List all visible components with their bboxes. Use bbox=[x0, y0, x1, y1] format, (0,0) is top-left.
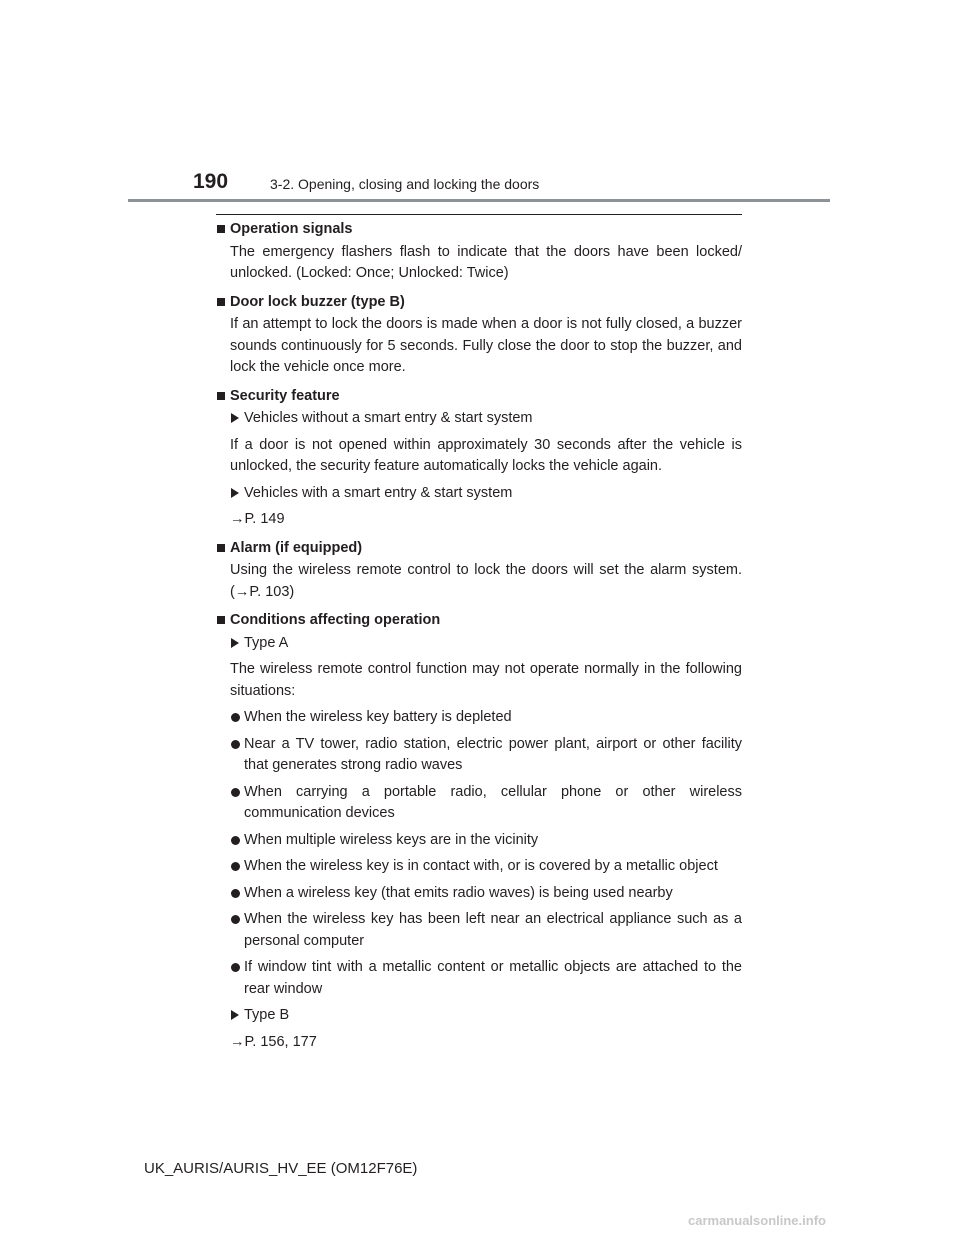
subheading-text: Type A bbox=[244, 634, 289, 651]
heading-text: Conditions affecting operation bbox=[230, 612, 441, 628]
body-text: If a door is not opened within approximately 30 seconds after the vehicle is unlocked, the security feature automatically locks the vehicle again. bbox=[230, 436, 742, 474]
list-item: When the wireless key is in contact with, or is covered by a metallic object bbox=[216, 856, 742, 878]
subheading bbox=[216, 483, 742, 505]
list-item: If window tint with a metallic content or metallic objects are attached to the rear window bbox=[216, 957, 742, 1000]
round-bullet-icon bbox=[231, 889, 240, 898]
round-bullet-icon bbox=[231, 915, 240, 924]
heading-text: Operation signals bbox=[230, 221, 353, 237]
triangle-bullet-icon bbox=[231, 1010, 239, 1020]
page-content bbox=[216, 219, 742, 1053]
conditions-list bbox=[216, 707, 742, 1000]
conditions-section bbox=[216, 610, 742, 1053]
square-bullet-icon bbox=[217, 544, 225, 552]
subheading-text: Vehicles without a smart entry & start system bbox=[244, 410, 533, 426]
section-heading bbox=[216, 292, 742, 314]
subheading bbox=[216, 1005, 742, 1027]
heading-text: Alarm (if equipped) bbox=[230, 539, 363, 556]
watermark-text: carmanualsonline.info bbox=[688, 1213, 826, 1228]
page-number: 190 bbox=[193, 170, 229, 193]
triangle-bullet-icon bbox=[231, 413, 239, 423]
door-lock-buzzer-section bbox=[216, 292, 742, 379]
list-item: When the wireless key battery is depleted bbox=[216, 707, 742, 729]
round-bullet-icon bbox=[231, 963, 240, 972]
document-code: UK_AURIS/AURIS_HV_EE (OM12F76E) bbox=[144, 1160, 418, 1177]
body-text: Using the wireless remote control to lock the doors will set the alarm system. (→P. 103) bbox=[230, 562, 742, 600]
subheading bbox=[216, 633, 742, 655]
section-heading bbox=[216, 386, 742, 408]
page-header bbox=[0, 0, 960, 204]
list-item: When multiple wireless keys are in the vicinity bbox=[216, 830, 742, 852]
subheading-text: Vehicles with a smart entry & start system bbox=[244, 484, 513, 501]
round-bullet-icon bbox=[231, 788, 240, 797]
section-heading bbox=[216, 219, 742, 241]
header-rule bbox=[128, 199, 830, 202]
page-reference: →P. 156, 177 bbox=[230, 1033, 317, 1050]
round-bullet-icon bbox=[231, 862, 240, 871]
section-heading bbox=[216, 538, 742, 560]
square-bullet-icon bbox=[217, 298, 225, 306]
body-text: The emergency flashers flash to indicate that the doors have been locked/ unlocked. (Locked: Once; Unlocked: Twice) bbox=[230, 243, 742, 281]
list-item: When a wireless key (that emits radio waves) is being used nearby bbox=[216, 883, 742, 905]
square-bullet-icon bbox=[217, 616, 225, 624]
list-item: When carrying a portable radio, cellular phone or other wireless communication devices bbox=[216, 782, 742, 825]
body-text: The wireless remote control function may not operate normally in the following situations: bbox=[230, 661, 742, 699]
list-item: When the wireless key has been left near an electrical appliance such as a personal computer bbox=[216, 909, 742, 952]
body-text: If an attempt to lock the doors is made when a door is not fully closed, a buzzer sounds continuously for 5 seconds. Fully close the door to stop the buzzer, and lock the vehicle once more. bbox=[230, 316, 742, 375]
heading-text: Security feature bbox=[230, 387, 340, 404]
list-item: Near a TV tower, radio station, electric power plant, airport or other facility that generates strong radio waves bbox=[216, 734, 742, 777]
security-feature-section bbox=[216, 386, 742, 531]
subheading-text: Type B bbox=[244, 1007, 290, 1023]
square-bullet-icon bbox=[217, 225, 225, 233]
content-rule bbox=[216, 214, 742, 215]
section-heading bbox=[216, 610, 742, 632]
section-title: 3-2. Opening, closing and locking the doors bbox=[270, 176, 540, 192]
triangle-bullet-icon bbox=[231, 638, 239, 648]
subheading bbox=[216, 408, 742, 430]
page-reference: →P. 149 bbox=[230, 511, 285, 527]
round-bullet-icon bbox=[231, 713, 240, 722]
square-bullet-icon bbox=[217, 392, 225, 400]
triangle-bullet-icon bbox=[231, 488, 239, 498]
alarm-section bbox=[216, 538, 742, 604]
operation-signals-section bbox=[216, 219, 742, 285]
round-bullet-icon bbox=[231, 740, 240, 749]
round-bullet-icon bbox=[231, 836, 240, 845]
heading-text: Door lock buzzer (type B) bbox=[230, 293, 405, 310]
